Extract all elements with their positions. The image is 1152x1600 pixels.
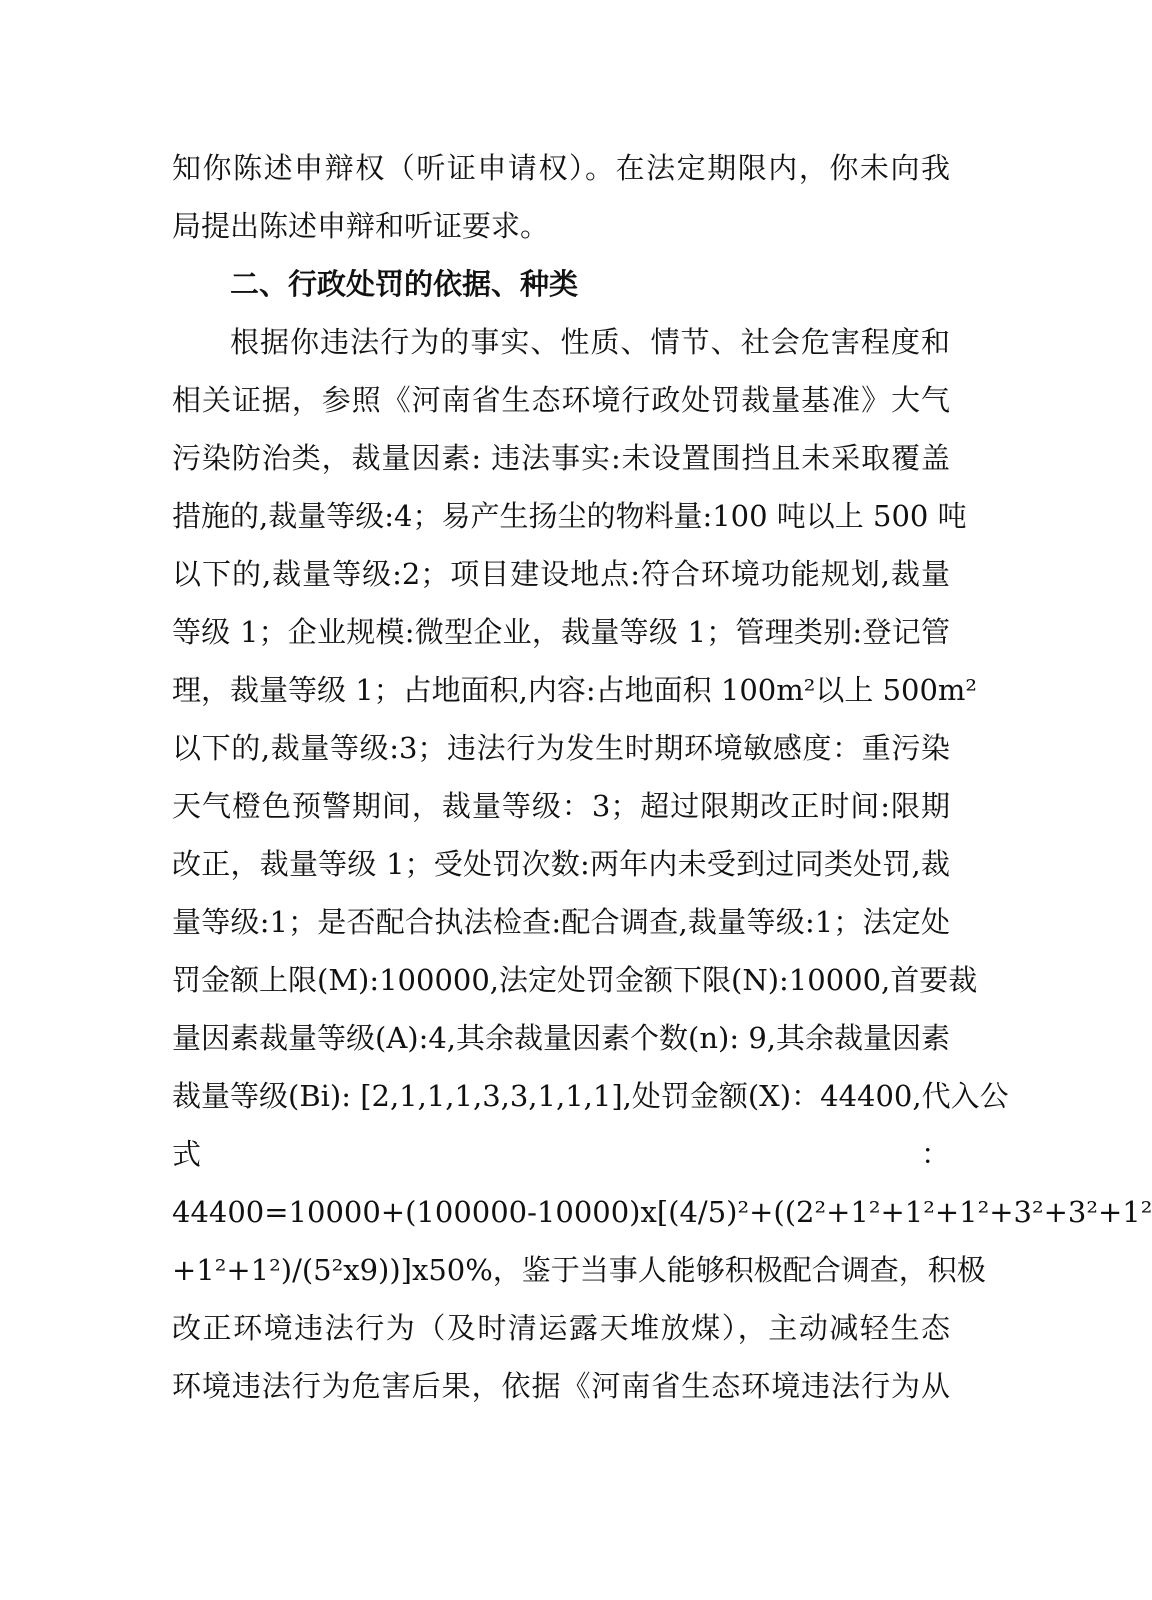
paragraph-line-19: 改正环境违法行为（及时清运露天堆放煤），主动减轻生态 <box>172 1311 950 1345</box>
paragraph-line-20: 环境违法行为危害后果，依据《河南省生态环境违法行为从 <box>172 1369 950 1403</box>
paragraph-line-5: 污染防治类，裁量因素: 违法事实:未设置围挡且未采取覆盖 <box>172 441 950 475</box>
paragraph-line-14: 罚金额上限(M):100000,法定处罚金额下限(N):10000,首要裁 <box>172 963 978 997</box>
paragraph-line-6: 措施的,裁量等级:4；易产生扬尘的物料量:100 吨以上 500 吨 <box>172 499 967 533</box>
paragraph-line-8: 等级 1；企业规模:微型企业，裁量等级 1；管理类别:登记管 <box>172 615 950 649</box>
paragraph-line-15: 量因素裁量等级(A):4,其余裁量因素个数(n): 9,其余裁量因素 <box>172 1021 950 1055</box>
paragraph-line-1: 知你陈述申辩权（听证申请权）。在法定期限内，你未向我 <box>172 151 950 185</box>
paragraph-line-3: 根据你违法行为的事实、性质、情节、社会危害程度和 <box>230 325 950 359</box>
formula-line: 44400=10000+(100000-10000)x[(4/5)²+((2²+1²+1²+1²+3²+3²+1² <box>172 1195 1152 1229</box>
paragraph-line-17-colon: ： <box>920 1137 950 1171</box>
paragraph-line-18: +1²+1²)/(5²x9))]x50%，鉴于当事人能够积极配合调查，积极 <box>172 1253 986 1287</box>
paragraph-line-12: 改正，裁量等级 1；受处罚次数:两年内未受到过同类处罚,裁 <box>172 847 950 881</box>
paragraph-line-7: 以下的,裁量等级:2；项目建设地点:符合环境功能规划,裁量 <box>172 557 950 591</box>
paragraph-line-13: 量等级:1；是否配合执法检查:配合调查,裁量等级:1；法定处 <box>172 905 950 939</box>
section-heading: 二、行政处罚的依据、种类 <box>230 267 579 301</box>
paragraph-line-10: 以下的,裁量等级:3；违法行为发生时期环境敏感度：重污染 <box>172 731 950 765</box>
paragraph-line-4: 相关证据，参照《河南省生态环境行政处罚裁量基准》大气 <box>172 383 950 417</box>
paragraph-line-11: 天气橙色预警期间，裁量等级：3；超过限期改正时间:限期 <box>172 789 950 823</box>
paragraph-line-17: 式 <box>172 1137 202 1171</box>
paragraph-line-2: 局提出陈述申辩和听证要求。 <box>172 209 550 243</box>
paragraph-line-9: 理，裁量等级 1；占地面积,内容:占地面积 100m²以上 500m² <box>172 673 978 707</box>
paragraph-line-16: 裁量等级(Bi): [2,1,1,1,3,3,1,1,1],处罚金额(X)：44400,代入公 <box>172 1079 1009 1113</box>
